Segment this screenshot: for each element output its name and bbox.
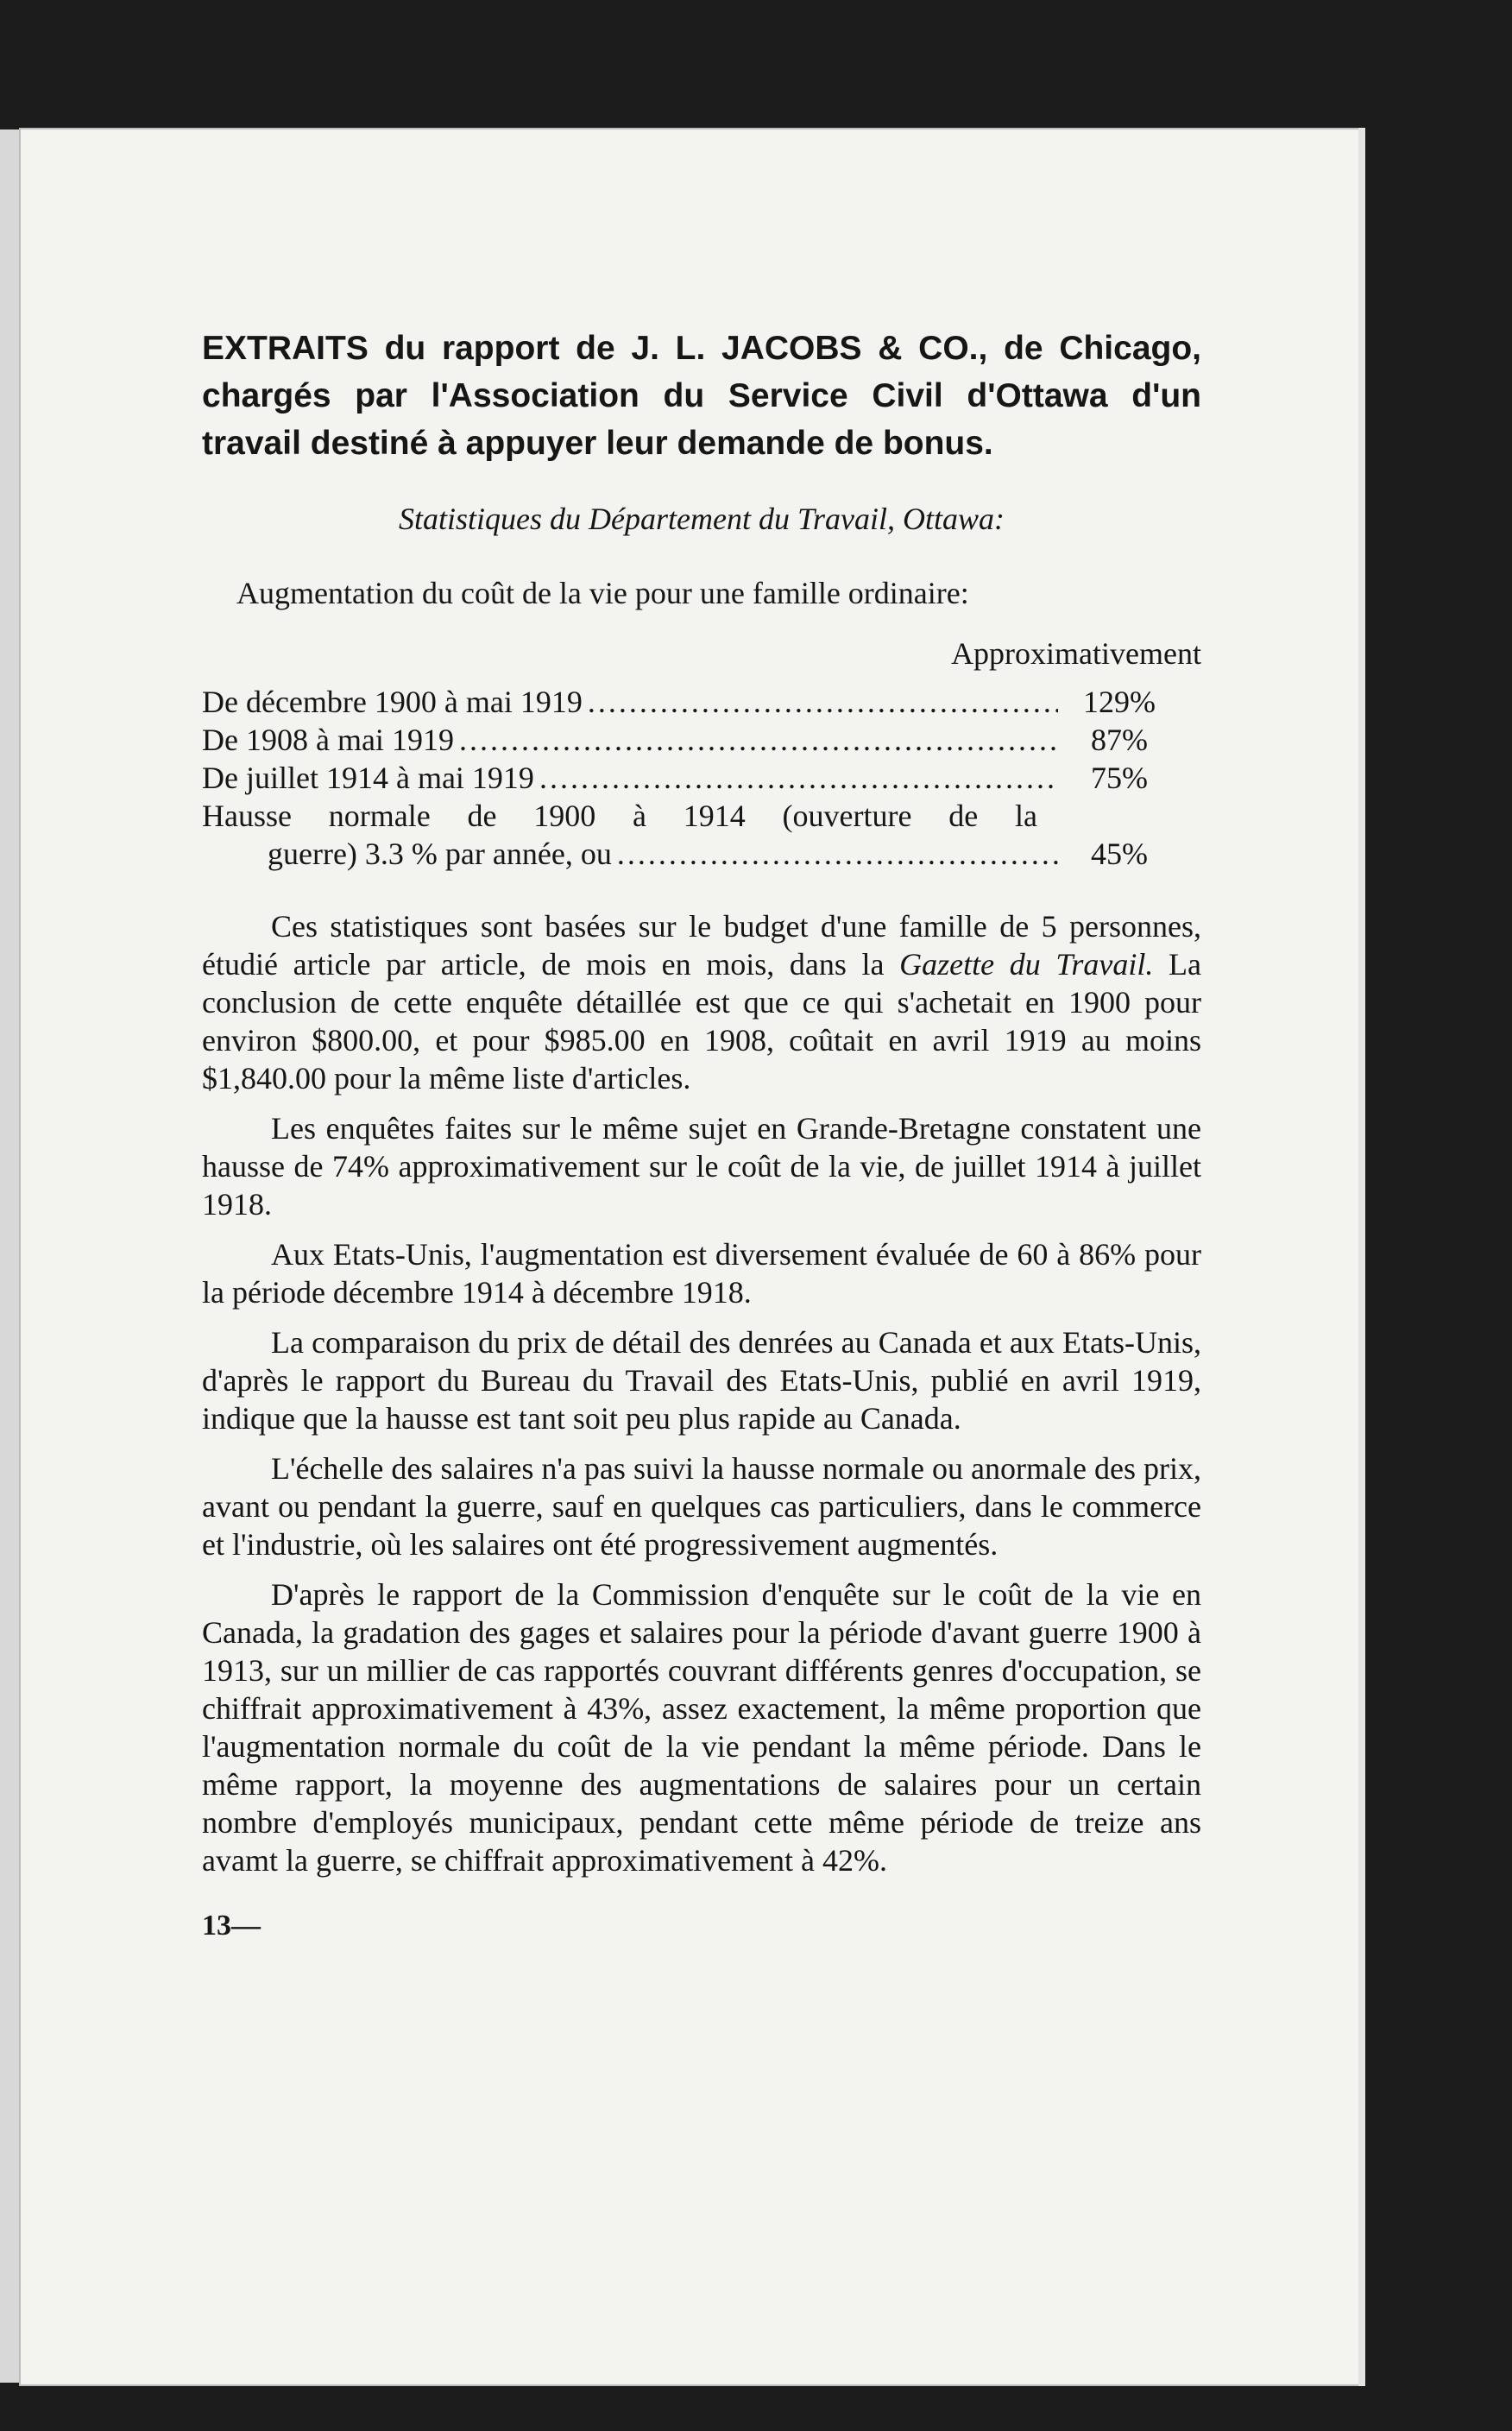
document-page (19, 128, 1365, 2386)
stat-label: guerre) 3.3 % par année, ou (268, 837, 612, 871)
stat-value: 45% (1091, 837, 1148, 871)
stat-row (202, 683, 1201, 721)
stat-label: Hausse normale de 1900 à 1914 (ouverture de la (202, 799, 1037, 833)
leader-dots (539, 759, 1058, 797)
paragraph: Aux Etats-Unis, l'augmentation est diversement évaluée de 60 à 86% pour la période décembre 1914 à décembre 1918. (202, 1237, 1201, 1310)
document-title: EXTRAITS du rapport de J. L. JACOBS & CO., de Chicago, chargés par l'Association du Service Civil d'Ottawa d'un travail destiné à appuyer leur demande de bonus. (202, 330, 1201, 462)
stat-value: 75% (1091, 761, 1148, 795)
stat-label-line-1 (202, 797, 1201, 835)
paragraph: Les enquêtes faites sur le même sujet en Grande-Bretagne constatent une hausse de 74% approximativement sur le coût de la vie, de juillet 1914 à juillet 1918. (202, 1111, 1201, 1222)
stats-table (202, 683, 1201, 873)
leader-dots (617, 835, 1058, 873)
paragraph: La comparaison du prix de détail des denrées au Canada et aux Etats-Unis, d'après le rapport du Bureau du Travail des Etats-Unis, publié en avril 1919, indique que la hausse est tant soit peu plus rapide au Canada. (202, 1325, 1201, 1436)
leader-dots (459, 721, 1058, 759)
page-content (202, 325, 1201, 1945)
stat-value: 87% (1091, 723, 1148, 757)
italic-publication-name: Gazette du Travail. (899, 947, 1154, 982)
source-line: Statistiques du Département du Travail, Ottawa: (399, 502, 1005, 536)
stat-label-line-2 (202, 835, 1201, 873)
paragraph-text: La conclusion de cette enquête détaillée est que ce qui s'achetait en 1900 pour environ $800.00, et pour $985.00 en 1908, coûtait en avril 1919 au moins $1,840.00 pour la même liste d'articles. (202, 947, 1202, 1096)
approx-header: Approximativement (951, 636, 1201, 671)
paragraph: D'après le rapport de la Commission d'enquête sur le coût de la vie en Canada, la gradation des gages et salaires pour la période d'avant guerre 1900 à 1913, sur un millier de cas rapportés couvrant différents genres d'occupation, se chiffrait approximativement à 43%, assez exactement, la même proportion que l'augmentation normale du coût de la vie pendant la même période. Dans le même rapport, la moyenne des augmentations de salaires pour un certain nombre d'employés municipaux, pendant cette même période de treize ans avamt la guerre, se chiffrait approximativement à 42%. (202, 1577, 1201, 1878)
stat-row (202, 759, 1201, 797)
paragraph (202, 907, 1201, 1097)
stat-label: De juillet 1914 à mai 1919 (202, 761, 534, 795)
stat-row (202, 721, 1201, 759)
stat-row-multiline (202, 797, 1201, 873)
page-number: 13— (202, 1910, 261, 1942)
paragraph-text: Ces statistiques sont basées sur le budget d'une famille de 5 personnes, étudié article par article, de mois en mois, dans la (202, 909, 1201, 982)
stat-label: De 1908 à mai 1919 (202, 723, 454, 757)
page-edge (1358, 128, 1365, 2386)
intro-line: Augmentation du coût de la vie pour une famille ordinaire: (236, 576, 969, 610)
scan-frame-left (0, 129, 19, 2383)
paragraph: L'échelle des salaires n'a pas suivi la hausse normale ou anormale des prix, avant ou pendant la guerre, sauf en quelques cas particuliers, dans le commerce et l'industrie, où les salaires ont été progressivement augmentés. (202, 1451, 1201, 1562)
stat-label: De décembre 1900 à mai 1919 (202, 685, 583, 719)
stat-value: 129% (1083, 685, 1156, 719)
leader-dots (588, 683, 1058, 721)
